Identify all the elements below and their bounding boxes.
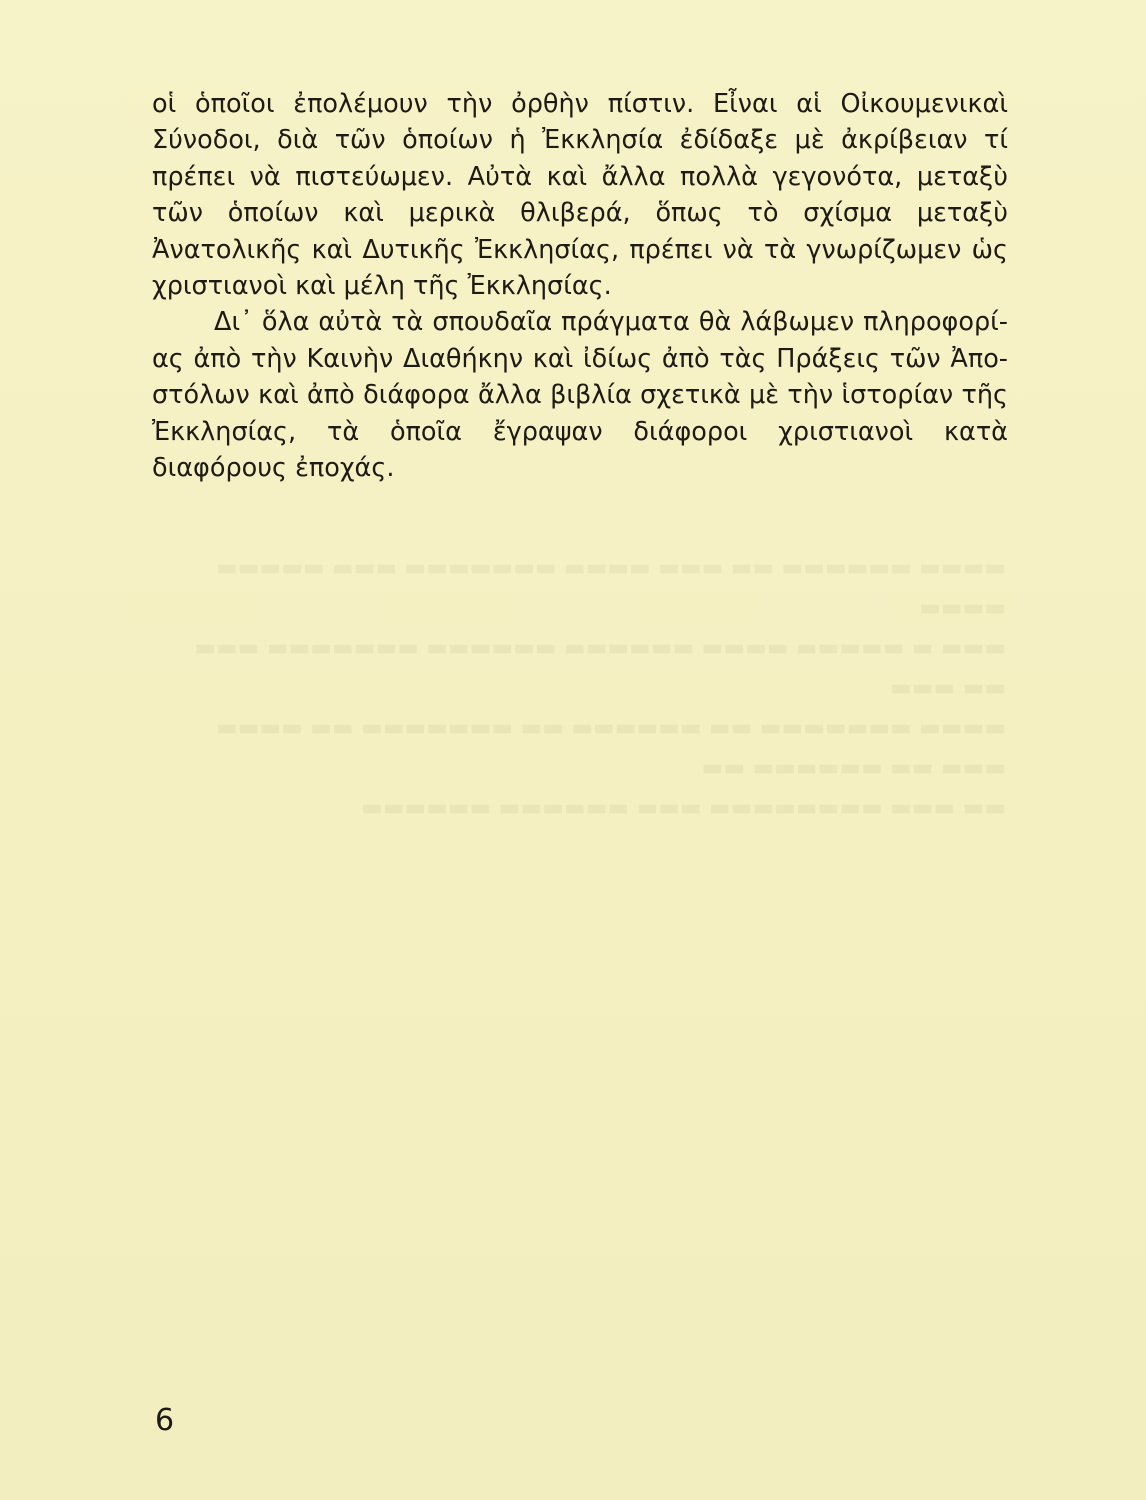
page-number: 6 (155, 1403, 175, 1438)
body-text (152, 86, 1008, 486)
paragraph-1: οἱ ὁποῖοι ἐπολέμουν τὴν ὀρθὴν πίστιν. Εἶναι αἱ Οἰκουμενικαὶ Σύνοδοι, διὰ τῶν ὁποίων ἡ Ἐκκλησία ἐδίδαξε μὲ ἀκρίβειαν τί πρέπει νὰ πιστεύωμεν. Αὐτὰ καὶ ἄλλα πολλὰ γεγονότα, μεταξὺ τῶν ὁποίων καὶ μερικὰ θλιβερά, ὅπως τὸ σχίσμα μεταξὺ Ἀνατολικῆς καὶ Δυτικῆς Ἐκκλησίας, πρέπει νὰ τὰ γνωρίζωμεν ὡς χριστιανοὶ καὶ μέλη τῆς Ἐκκλησίας. (152, 89, 1008, 302)
show-through-text: ▬▬▬▬ ▬▬▬▬▬▬ ▬▬ ▬▬▬ ▬▬▬▬ ▬▬▬▬▬▬▬ ▬▬▬ ▬▬▬▬▬ ▬▬▬▬ ▬▬▬ ▬ ▬▬▬▬▬ ▬▬▬▬ ▬▬▬▬▬▬ ▬▬▬▬▬▬ ▬▬▬▬▬▬▬ ▬▬▬ ▬▬ ▬▬▬ ▬▬▬▬ ▬▬▬▬▬▬▬ ▬▬ ▬▬▬▬▬▬ ▬▬ ▬▬▬▬▬▬▬ ▬▬ ▬▬▬▬ ▬▬▬ ▬▬ ▬▬▬▬▬▬ ▬▬ ▬▬ ▬▬▬ ▬▬▬▬▬▬▬▬ ▬▬▬ ▬▬▬▬▬▬ ▬▬▬▬▬▬ (194, 555, 1006, 821)
paragraph-2: Δι᾿ ὅλα αὐτὰ τὰ σπουδαῖα πράγματα θὰ λάβωμεν πληροφορίας ἀπὸ τὴν Καινὴν Διαθήκην καὶ ἰδίως ἀπὸ τὰς Πράξεις τῶν Ἀποστόλων καὶ ἀπὸ διάφορα ἄλλα βιβλία σχετικὰ μὲ τὴν ἱστορίαν τῆς Ἐκκλησίας, τὰ ὁποῖα ἔγραψαν διάφοροι χριστιανοὶ κατὰ διαφόρους ἐποχάς. (152, 307, 1008, 484)
